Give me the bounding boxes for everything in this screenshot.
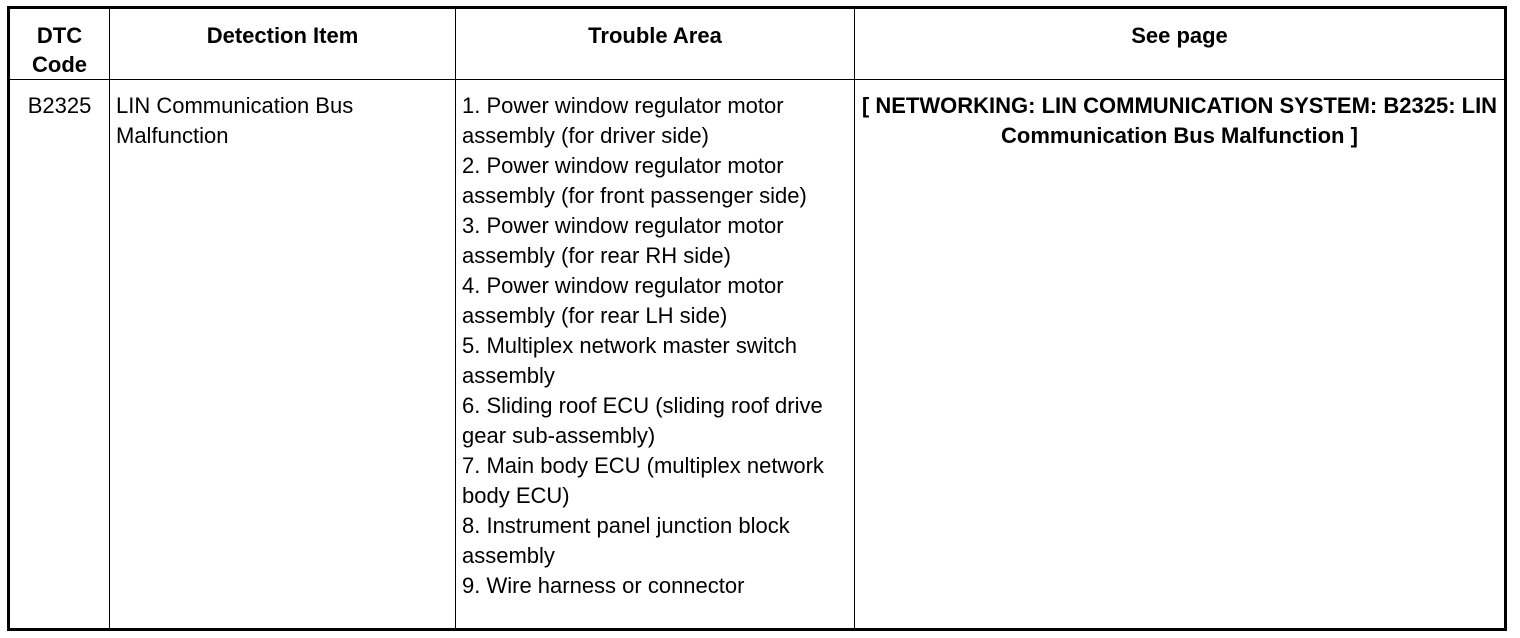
header-see-page: See page bbox=[855, 8, 1506, 80]
trouble-area-item: 4. Power window regulator motor assembly (for rear LH side) bbox=[462, 273, 784, 328]
table-row bbox=[9, 80, 1506, 630]
see-page-link[interactable]: [ NETWORKING: LIN COMMUNICATION SYSTEM: B2325: LIN Communication Bus Malfunction ] bbox=[861, 93, 1498, 148]
trouble-area-item: 1. Power window regulator motor assembly (for driver side) bbox=[462, 93, 784, 148]
header-detection-item: Detection Item bbox=[110, 8, 456, 80]
trouble-area-item: 9. Wire harness or connector bbox=[462, 573, 745, 598]
trouble-area-item: 7. Main body ECU (multiplex network body ECU) bbox=[462, 453, 824, 508]
trouble-area-item: 3. Power window regulator motor assembly (for rear RH side) bbox=[462, 213, 784, 268]
see-page-cell bbox=[855, 80, 1506, 630]
header-dtc-code-line2: Code bbox=[32, 52, 87, 77]
dtc-table bbox=[7, 6, 1507, 631]
header-dtc-code bbox=[9, 8, 110, 80]
trouble-area-item: 5. Multiplex network master switch assembly bbox=[462, 333, 797, 388]
trouble-area-item: 2. Power window regulator motor assembly (for front passenger side) bbox=[462, 153, 807, 208]
header-row bbox=[9, 8, 1506, 80]
detection-item-cell: LIN Communication Bus Malfunction bbox=[110, 80, 456, 630]
header-trouble-area: Trouble Area bbox=[456, 8, 855, 80]
trouble-area-item: 6. Sliding roof ECU (sliding roof drive gear sub-assembly) bbox=[462, 393, 823, 448]
header-dtc-code-line1: DTC bbox=[36, 23, 83, 48]
dtc-code-cell: B2325 bbox=[9, 80, 110, 630]
trouble-area-item: 8. Instrument panel junction block assembly bbox=[462, 513, 790, 568]
trouble-area-cell bbox=[456, 80, 855, 630]
